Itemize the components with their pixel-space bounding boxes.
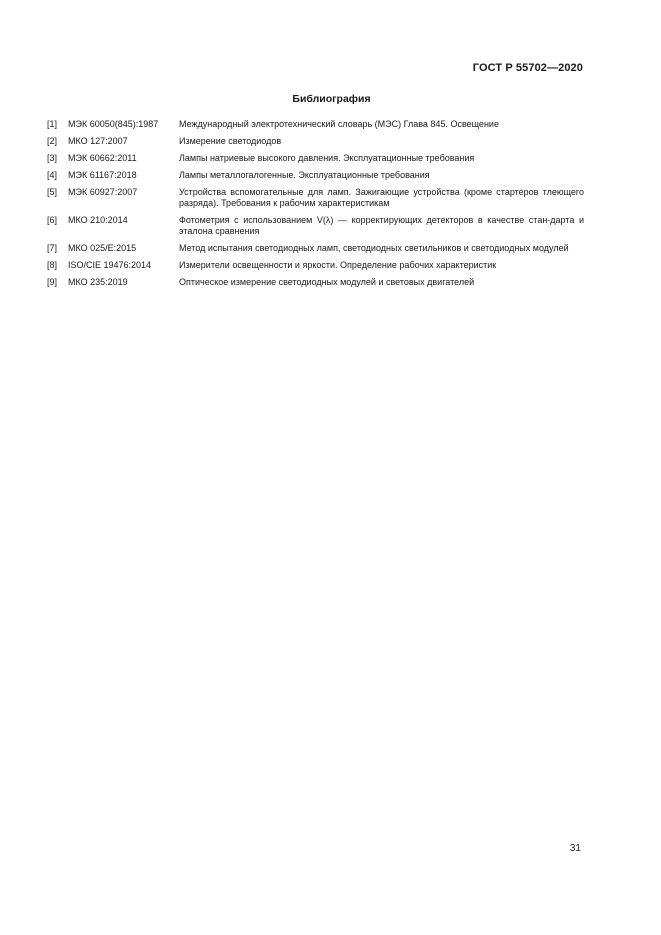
document-code: ГОСТ Р 55702—2020 bbox=[472, 62, 583, 74]
entry-title: Измерители освещенности и яркости. Определение рабочих характеристик bbox=[179, 260, 497, 270]
entry-number: [1] bbox=[47, 119, 58, 129]
entry-title: Фотометрия с использованием V(λ) — корректирующих детекторов в качестве стан-дарта и эталона сравнения bbox=[179, 215, 584, 236]
entry-standard-code: МКО 210:2014 bbox=[68, 215, 128, 225]
entry-standard-code: МЭК 60662:2011 bbox=[68, 153, 137, 163]
entry-standard-code: ISO/CIE 19476:2014 bbox=[68, 260, 152, 270]
entry-title: Международный электротехнический словарь (МЭС) Глава 845. Освещение bbox=[179, 119, 499, 129]
entry-title: Лампы металлогалогенные. Эксплуатационные требования bbox=[179, 170, 430, 180]
page-number: 31 bbox=[569, 843, 581, 854]
bibliography-entry bbox=[47, 187, 584, 209]
entry-number: [3] bbox=[47, 153, 58, 163]
entry-title: Измерение светодиодов bbox=[179, 136, 282, 146]
entry-number: [7] bbox=[47, 243, 58, 253]
entry-title: Метод испытания светодиодных ламп, светодиодных светильников и светодиодных модулей bbox=[179, 243, 569, 253]
entry-standard-code: МЭК 60927:2007 bbox=[68, 187, 138, 197]
entry-standard-code: МКО 235:2019 bbox=[68, 277, 128, 287]
bibliography-entry bbox=[47, 136, 584, 147]
bibliography-entry bbox=[47, 119, 584, 130]
entry-number: [2] bbox=[47, 136, 58, 146]
entry-standard-code: МЭК 60050(845):1987 bbox=[68, 119, 159, 129]
bibliography-entry bbox=[47, 215, 584, 237]
entry-title: Оптическое измерение светодиодных модулей и световых двигателей bbox=[179, 277, 475, 287]
bibliography-entry bbox=[47, 170, 584, 181]
entry-title: Устройства вспомогательные для ламп. Зажигающие устройства (кроме стартеров тлеющего разряда). Требования к рабочим характеристикам bbox=[179, 187, 584, 208]
entry-standard-code: МКО 127:2007 bbox=[68, 136, 128, 146]
entry-number: [9] bbox=[47, 277, 58, 287]
entry-title: Лампы натриевые высокого давления. Эксплуатационные требования bbox=[179, 153, 475, 163]
bibliography-entry bbox=[47, 243, 584, 254]
bibliography-entry bbox=[47, 260, 584, 271]
entry-standard-code: МКО 025/E:2015 bbox=[68, 243, 137, 253]
bibliography-entry bbox=[47, 277, 584, 288]
bibliography-list bbox=[47, 119, 584, 294]
entry-number: [6] bbox=[47, 215, 58, 225]
entry-number: [5] bbox=[47, 187, 58, 197]
entry-number: [8] bbox=[47, 260, 58, 270]
entry-number: [4] bbox=[47, 170, 58, 180]
bibliography-entry bbox=[47, 153, 584, 164]
section-heading: Библиография bbox=[292, 93, 371, 105]
entry-standard-code: МЭК 61167:2018 bbox=[68, 170, 137, 180]
